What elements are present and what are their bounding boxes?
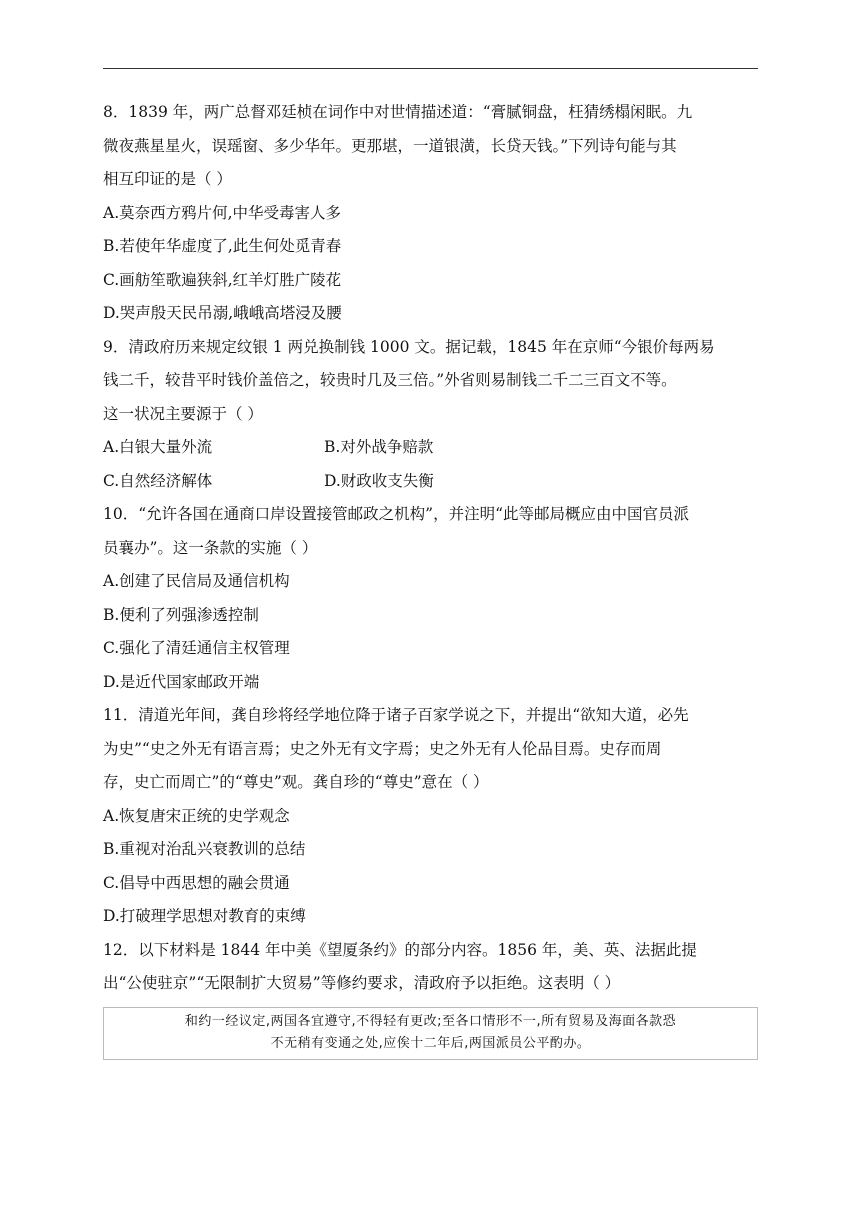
question-11-stem-line-3: 存，史亡而周亡”的“尊史”观。龚自珍的“尊史”意在（ ） bbox=[103, 773, 489, 791]
question-10-option-d: D.是近代国家邮政开端 bbox=[103, 672, 260, 691]
question-12 bbox=[103, 934, 758, 1060]
exam-content bbox=[103, 96, 758, 1060]
question-10-option-b: B.便利了列强渗透控制 bbox=[103, 605, 259, 624]
question-8-stem-line-2: 微夜燕星星火，误瑶窗、多少华年。更那堪，一道银潢，长贷天钱。”下列诗句能与其 bbox=[103, 136, 677, 155]
question-9-option-b: B.对外战争赔款 bbox=[324, 438, 434, 456]
question-11-option-c: C.倡导中西思想的融会贯通 bbox=[103, 873, 290, 892]
question-9-stem-line-3: 这一状况主要源于（ ） bbox=[103, 404, 263, 423]
question-9-option-c: C.自然经济解体 bbox=[103, 471, 213, 490]
question-8 bbox=[103, 96, 758, 331]
question-8-stem-line-3: 相互印证的是（ ） bbox=[103, 170, 232, 188]
question-10-stem-line-2: 员襄办”。这一条款的实施（ ） bbox=[103, 538, 318, 557]
question-10-stem-line-1: 10．“允许各国在通商口岸设置接管邮政之机构”，并注明“此等邮局概应由中国官员派 bbox=[103, 505, 689, 523]
question-8-option-b: B.若使年华虚度了,此生何处觅青春 bbox=[103, 237, 342, 255]
treaty-excerpt-box bbox=[103, 1007, 758, 1060]
question-9-stem-line-1: 9．清政府历来规定纹银 1 两兑换制钱 1000 文。据记载，1845 年在京师“今银价每两易 bbox=[103, 337, 715, 356]
question-8-option-d: D.哭声殷天民吊溺,峨峨高塔浸及腰 bbox=[103, 304, 342, 322]
question-11 bbox=[103, 699, 758, 934]
question-9-option-d: D.财政收支失衡 bbox=[324, 471, 434, 490]
question-12-stem-line-2: 出“公使驻京”“无限制扩大贸易”等修约要求，清政府予以拒绝。这表明（ ） bbox=[103, 974, 621, 992]
question-9-stem-line-2: 钱二千，较昔平时钱价盖倍之，较贵时几及三倍。”外省则易制钱二千二三百文不等。 bbox=[103, 371, 677, 389]
question-11-option-b: B.重视对治乱兴衰教训的总结 bbox=[103, 840, 306, 858]
question-9-options-row-1 bbox=[103, 431, 758, 465]
question-10 bbox=[103, 498, 758, 699]
treaty-excerpt-line-1: 和约一经议定,两国各宜遵守,不得轻有更改;至各口情形不一,所有贸易及海面各款恐 bbox=[184, 1013, 677, 1029]
question-10-option-a: A.创建了民信局及通信机构 bbox=[103, 572, 290, 590]
header-rule bbox=[103, 68, 758, 69]
question-9 bbox=[103, 331, 758, 499]
question-11-option-a: A.恢复唐宋正统的史学观念 bbox=[103, 806, 290, 825]
question-12-stem-line-1: 12．以下材料是 1844 年中美《望厦条约》的部分内容。1856 年，美、英、法据此提 bbox=[103, 940, 697, 959]
question-10-option-c: C.强化了清廷通信主权管理 bbox=[103, 639, 290, 657]
question-11-stem-line-1: 11．清道光年间，龚自珍将经学地位降于诸子百家学说之下，并提出“欲知大道，必先 bbox=[103, 706, 689, 724]
question-9-options-row-2 bbox=[103, 465, 758, 499]
treaty-excerpt-line-2: 不无稍有变通之处,应俟十二年后,两国派员公平酌办。 bbox=[270, 1035, 591, 1051]
question-8-option-a: A.莫奈西方鸦片何,中华受毒害人多 bbox=[103, 203, 342, 222]
question-9-option-a: A.白银大量外流 bbox=[103, 438, 213, 456]
question-11-option-d: D.打破理学思想对教育的束缚 bbox=[103, 907, 306, 925]
question-11-stem-line-2: 为史”“史之外无有语言焉；史之外无有文字焉；史之外无有人伦品目焉。史存而周 bbox=[103, 739, 662, 758]
question-8-stem-line-1: 8．1839 年，两广总督邓廷桢在词作中对世情描述道：“膏腻铜盘，枉猜绣榻闲眠。九 bbox=[103, 103, 693, 121]
question-8-option-c: C.画舫笙歌遍狭斜,红羊灯胜广陵花 bbox=[103, 270, 342, 289]
